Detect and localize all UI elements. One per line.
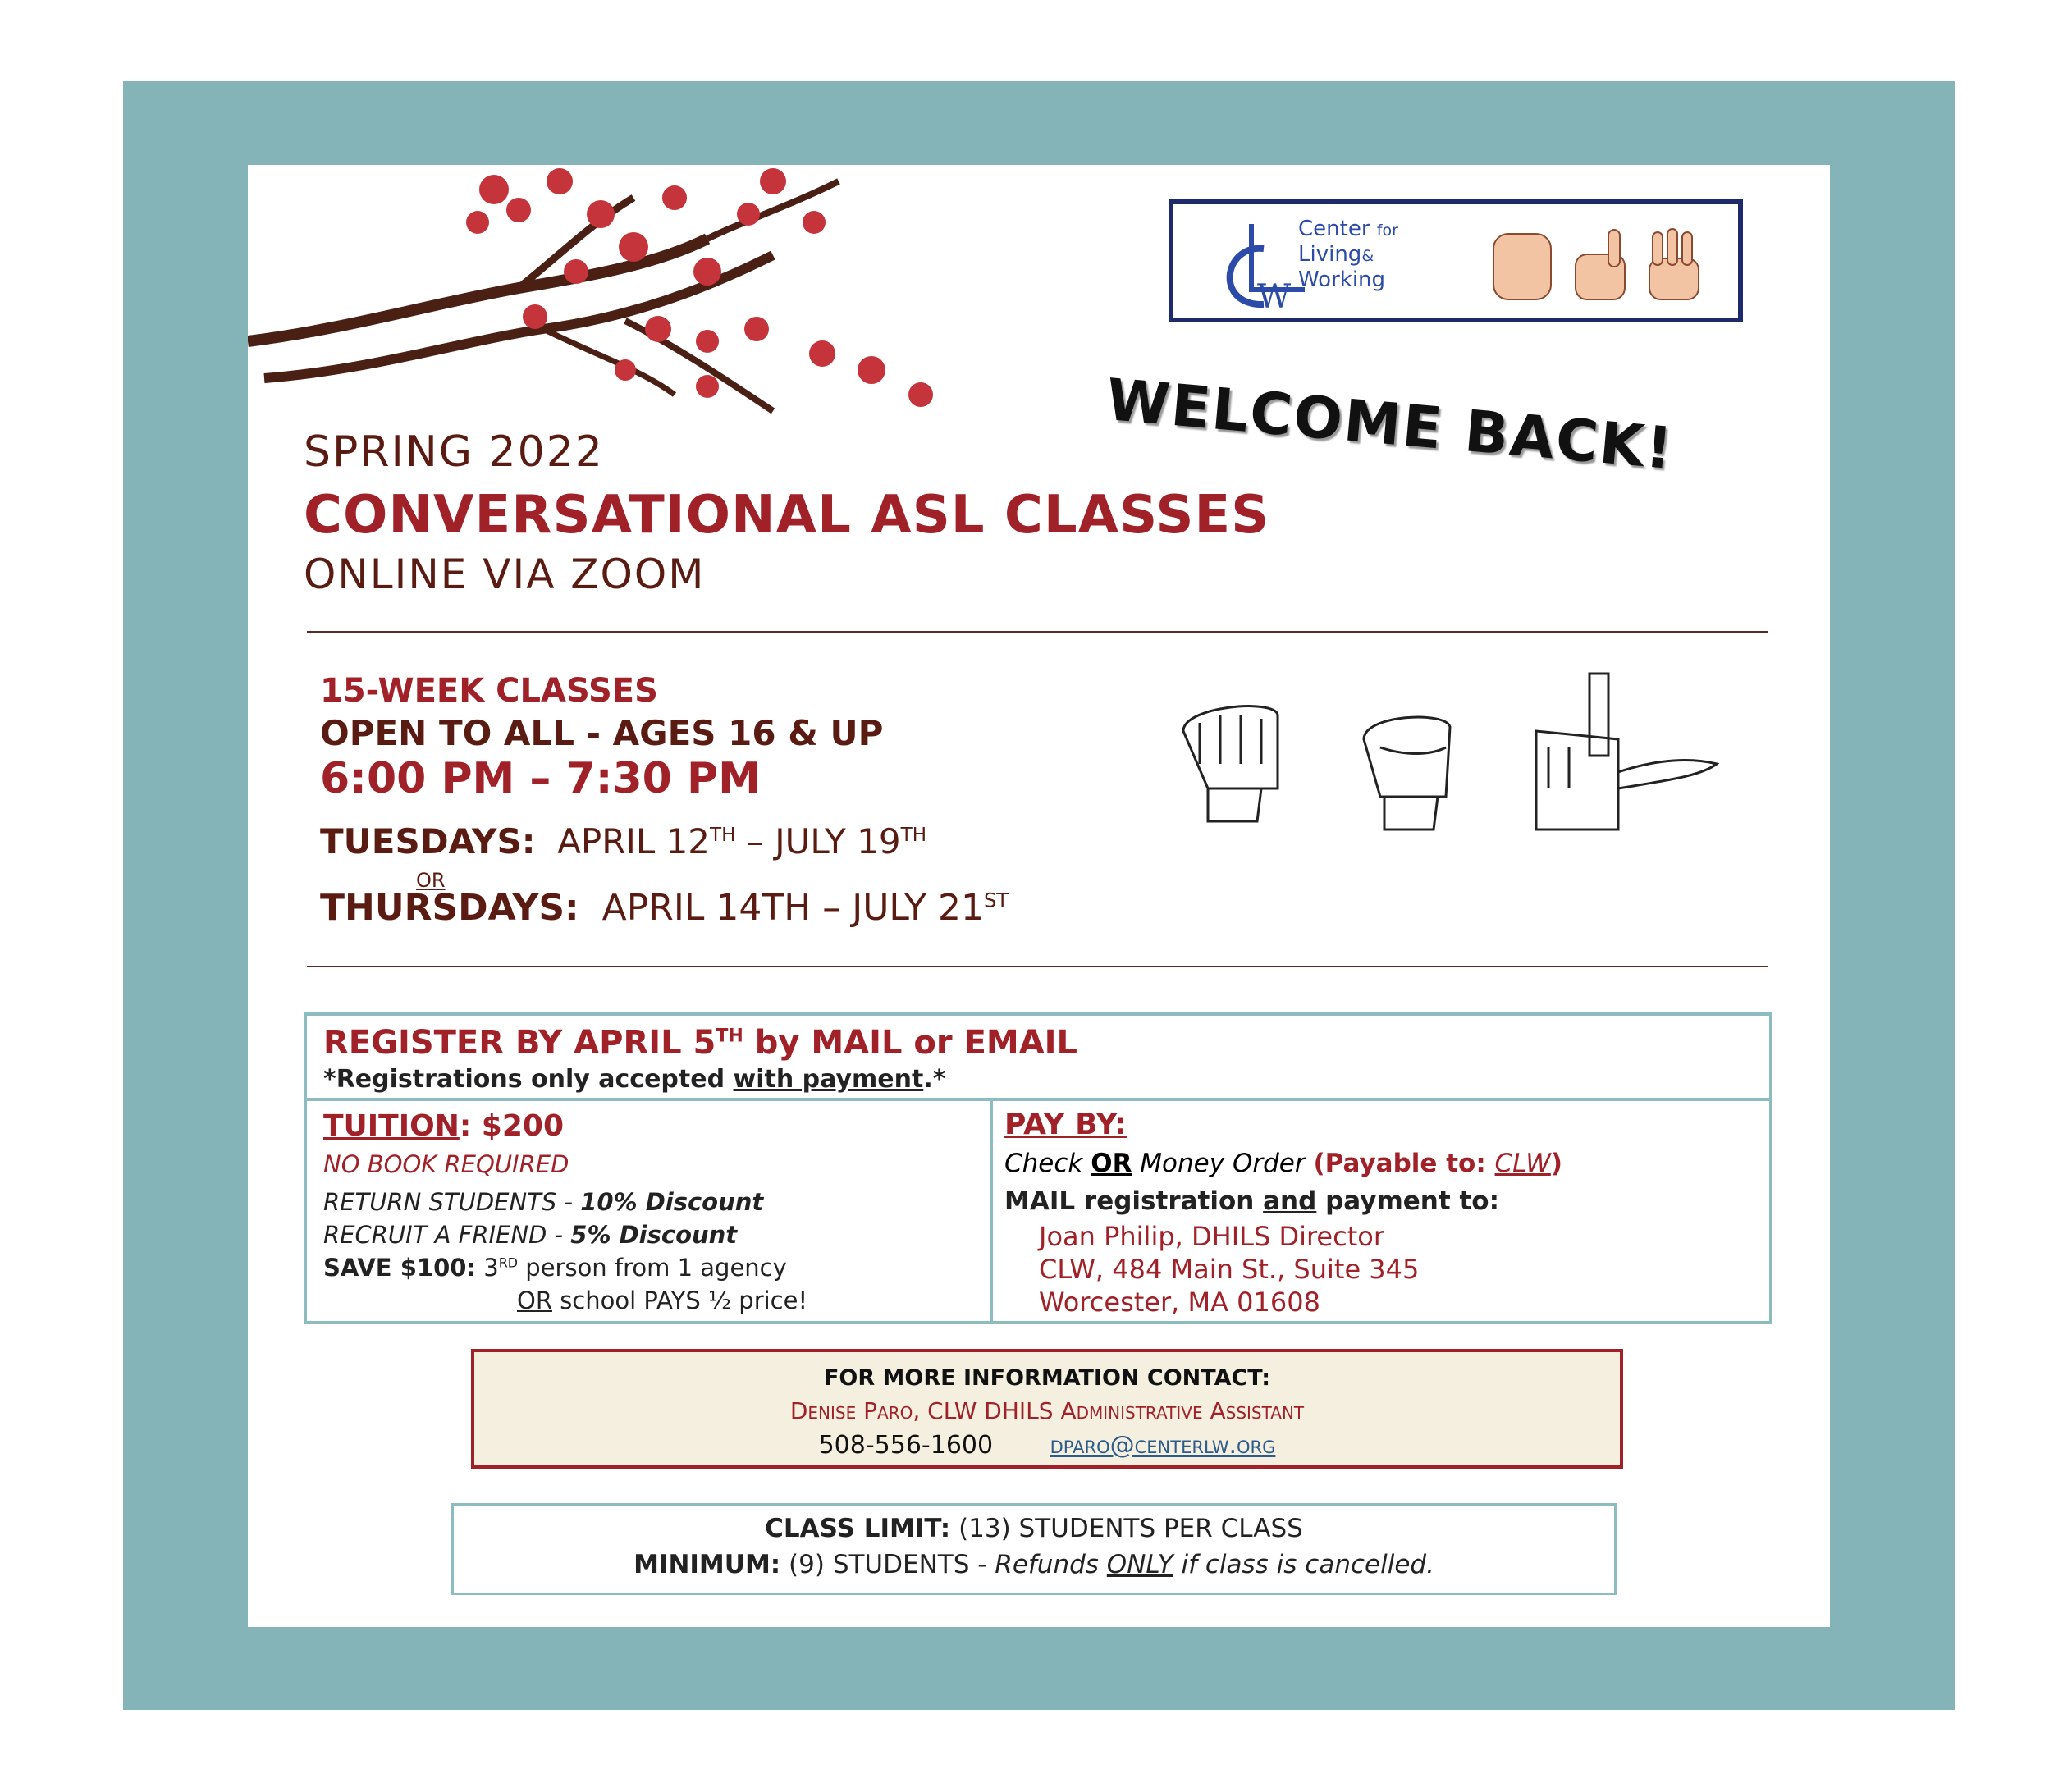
class-limits-box <box>451 1503 1617 1595</box>
pay-or: OR <box>1091 1149 1132 1178</box>
tuesday-end-sup: TH <box>900 825 927 846</box>
tuition-line <box>323 1109 564 1143</box>
class-minimum <box>454 1550 1614 1579</box>
no-book: NO BOOK REQUIRED <box>323 1150 569 1178</box>
logo-line-working: Working <box>1298 267 1386 292</box>
save-ordinal: 3 <box>476 1254 499 1282</box>
clw-logo <box>1169 199 1743 322</box>
recruit-label: RECRUIT A FRIEND - <box>323 1221 571 1249</box>
register-title-sup: TH <box>716 1026 743 1047</box>
logo-line-center: Center <box>1298 217 1370 241</box>
class-limit <box>454 1514 1614 1543</box>
contact-name: Denise Paro, CLW DHILS Administrative Assistant <box>789 1397 1305 1424</box>
tuesday-start: APRIL 12 <box>557 821 711 862</box>
limit-label: CLASS LIMIT: <box>765 1514 951 1543</box>
logo-line-for: for <box>1376 222 1398 240</box>
contact-phone: 508-556-1600 <box>818 1431 994 1460</box>
recruit-discount <box>323 1221 737 1249</box>
register-deadline <box>323 1024 1077 1062</box>
thursday-label: THURSDAYS: <box>320 887 579 929</box>
mail-a: MAIL registration <box>1004 1186 1264 1216</box>
address-line-3: Worcester, MA 01608 <box>1039 1287 1320 1318</box>
save-offer-2 <box>517 1287 807 1314</box>
page-title: CONVERSATIONAL ASL CLASSES <box>304 485 1270 546</box>
thursday-end-sup: ST <box>983 889 1009 912</box>
flyer-panel <box>248 165 1830 1627</box>
recruit-value: 5% Discount <box>570 1221 738 1249</box>
pay-method <box>1004 1149 1562 1178</box>
mail-b: payment to: <box>1316 1186 1500 1216</box>
logo-line-amp: & <box>1361 247 1374 265</box>
pay-check: Check <box>1004 1149 1091 1178</box>
season-title: SPRING 2022 <box>304 427 604 477</box>
return-discount <box>323 1188 763 1216</box>
min-refunds: Refunds <box>995 1550 1107 1579</box>
cherry-blossom-branch <box>248 165 986 444</box>
pay-money: Money Order <box>1132 1149 1314 1178</box>
save-or: OR <box>517 1287 552 1314</box>
pay-payable: (Payable to: <box>1313 1149 1495 1178</box>
save-text-2: school PAYS ½ price! <box>551 1287 808 1314</box>
tuesday-dates <box>320 821 926 862</box>
divider-bottom <box>307 966 1768 967</box>
save-text: person from 1 agency <box>518 1254 787 1282</box>
contact-heading: FOR MORE INFORMATION CONTACT: <box>823 1365 1271 1391</box>
address-line-2: CLW, 484 Main St., Suite 345 <box>1039 1254 1420 1285</box>
mail-and: and <box>1263 1186 1317 1216</box>
class-time: 6:00 PM – 7:30 PM <box>320 754 761 803</box>
class-open: OPEN TO ALL - AGES 16 & UP <box>320 713 884 753</box>
register-method: by MAIL or EMAIL <box>743 1024 1078 1062</box>
min-only: ONLY <box>1106 1550 1173 1579</box>
tuition-label: TUITION <box>323 1109 460 1143</box>
tuition-cell <box>307 1101 993 1321</box>
tuesday-end: – JULY 19 <box>735 821 901 862</box>
logo-line-living: Living <box>1298 242 1362 267</box>
welcome-back-heading: WELCOME BACK! <box>1103 366 1676 483</box>
mail-instructions <box>1004 1186 1499 1216</box>
min-cancelled: if class is cancelled. <box>1173 1550 1434 1579</box>
note-end: .* <box>923 1065 946 1094</box>
save-offer <box>323 1254 787 1282</box>
contact-email-link[interactable]: dparo@centerlw.org <box>1050 1431 1276 1460</box>
svg-text:W: W <box>1257 278 1292 314</box>
pay-by-label: PAY BY: <box>1004 1108 1127 1141</box>
registration-table <box>304 1012 1772 1324</box>
asl-fingerspelling-icon <box>1175 665 1733 846</box>
or-separator: OR <box>416 869 446 892</box>
pay-clw: CLW <box>1494 1149 1551 1178</box>
save-label: SAVE $100: <box>323 1254 477 1282</box>
tuesday-label: TUESDAYS: <box>320 821 536 862</box>
tuition-amount: : $200 <box>459 1109 564 1143</box>
limit-text: (13) STUDENTS PER CLASS <box>950 1514 1303 1543</box>
registration-header <box>307 1016 1769 1101</box>
note-text: *Registrations only accepted <box>323 1065 734 1094</box>
note-underlined: with payment <box>733 1065 924 1094</box>
class-weeks: 15-WEEK CLASSES <box>320 672 658 710</box>
register-title: REGISTER BY APRIL 5 <box>323 1024 716 1062</box>
return-value: 10% Discount <box>580 1188 764 1216</box>
min-text: (9) STUDENTS - <box>780 1550 995 1579</box>
contact-details <box>474 1431 1620 1460</box>
logo-text <box>1298 217 1398 292</box>
asl-hands-logo-icon <box>1485 226 1723 308</box>
registration-note <box>323 1065 945 1094</box>
pay-close: ) <box>1550 1149 1563 1178</box>
thursday-dates <box>320 887 1009 929</box>
min-label: MINIMUM: <box>633 1550 781 1579</box>
address-line-1: Joan Philip, DHILS Director <box>1039 1221 1384 1252</box>
subtitle: ONLINE VIA ZOOM <box>304 551 706 598</box>
tuesday-start-sup: TH <box>710 825 736 846</box>
contact-box <box>471 1349 1623 1469</box>
save-sup: RD <box>498 1255 519 1271</box>
thursday-range: APRIL 14TH – JULY 21 <box>601 887 984 929</box>
return-label: RETURN STUDENTS - <box>323 1188 581 1216</box>
divider-top <box>307 631 1768 633</box>
